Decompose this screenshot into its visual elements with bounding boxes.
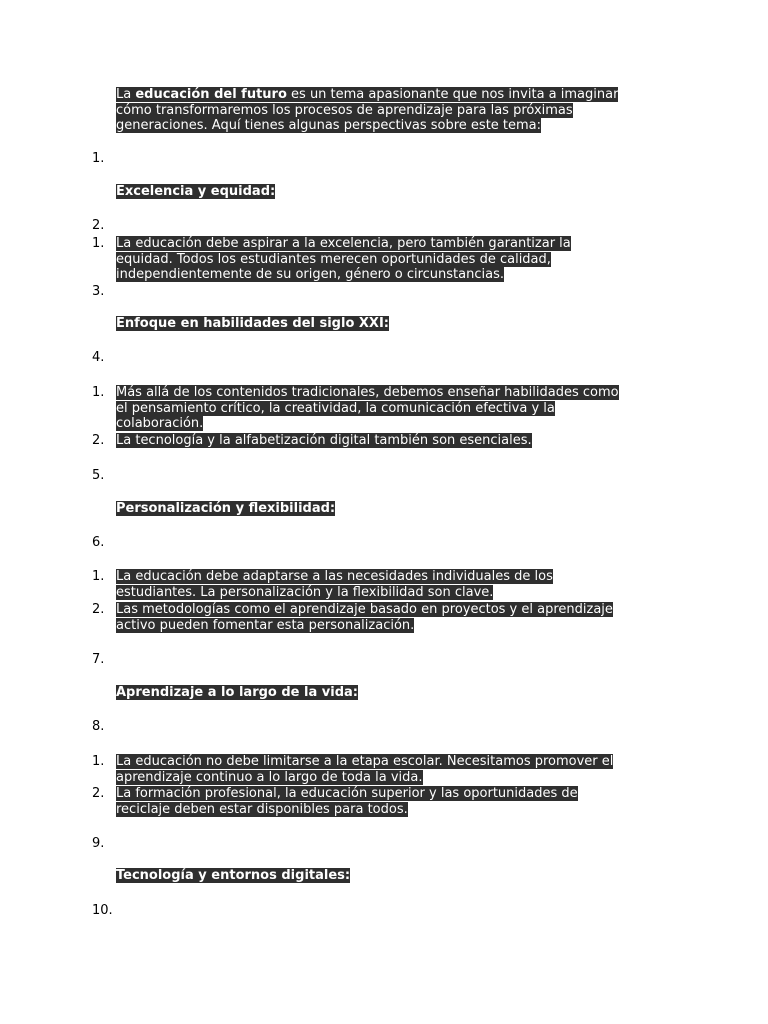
list-item <box>92 385 652 432</box>
section-heading: Tecnología y entornos digitales: <box>116 868 351 883</box>
list-item-line: reciclaje deben estar disponibles para todos. <box>116 801 408 817</box>
list-item-line: La educación debe aspirar a la excelencia, pero también garantizar la <box>116 236 571 251</box>
intro-line-1: La educación del futuro es un tema apasionante que nos invita a imaginar <box>116 87 619 102</box>
intro-paragraph <box>116 87 656 134</box>
section-heading: Enfoque en habilidades del siglo XXI: <box>116 316 389 331</box>
outer-number: 10. <box>92 903 113 918</box>
section-heading: Personalización y flexibilidad: <box>116 501 336 516</box>
list-item-line: el pensamiento crítico, la creatividad, la comunicación efectiva y la <box>116 400 555 416</box>
list-item-line: La educación debe adaptarse a las necesidades individuales de los <box>116 569 553 584</box>
outer-number: 4. <box>92 350 105 365</box>
intro-bold-term: educación del futuro <box>135 87 287 102</box>
list-item <box>92 602 652 633</box>
outer-number: 9. <box>92 836 105 851</box>
list-item-line: activo pueden fomentar esta personalización. <box>116 617 415 633</box>
outer-number: 3. <box>92 284 105 299</box>
section-heading: Excelencia y equidad: <box>116 184 276 199</box>
list-marker: 2. <box>92 433 105 448</box>
list-marker: 2. <box>92 602 105 617</box>
list-marker: 1. <box>92 385 105 400</box>
intro-line-2: cómo transformaremos los procesos de aprendizaje para las próximas <box>116 102 573 118</box>
list-item-line: La tecnología y la alfabetización digital también son esenciales. <box>116 433 532 448</box>
list-item-line: colaboración. <box>116 416 204 431</box>
list-item <box>92 786 652 817</box>
outer-number: 8. <box>92 719 105 734</box>
outer-number: 1. <box>92 151 105 166</box>
list-item <box>92 754 652 785</box>
list-item-line: estudiantes. La personalización y la flexibilidad son clave. <box>116 584 494 600</box>
list-item-line: equidad. Todos los estudiantes merecen oportunidades de calidad, <box>116 251 551 267</box>
list-item-line: La formación profesional, la educación superior y las oportunidades de <box>116 786 578 801</box>
outer-number: 5. <box>92 468 105 483</box>
list-item-line: Las metodologías como el aprendizaje basado en proyectos y el aprendizaje <box>116 602 613 617</box>
list-marker: 2. <box>92 786 105 801</box>
list-item <box>92 569 652 600</box>
list-item-line: aprendizaje continuo a lo largo de toda la vida. <box>116 769 423 785</box>
list-item <box>92 433 652 449</box>
list-marker: 1. <box>92 569 105 584</box>
list-item-line: independientemente de su origen, género o circunstancias. <box>116 267 504 282</box>
outer-number: 6. <box>92 535 105 550</box>
list-item-line: La educación no debe limitarse a la etapa escolar. Necesitamos promover el <box>116 754 614 769</box>
intro-line-3: generaciones. Aquí tienes algunas perspectivas sobre este tema: <box>116 118 542 133</box>
list-item-line: Más allá de los contenidos tradicionales, debemos enseñar habilidades como <box>116 385 619 400</box>
list-item <box>92 236 652 283</box>
list-marker: 1. <box>92 236 105 251</box>
section-heading: Aprendizaje a lo largo de la vida: <box>116 685 358 700</box>
outer-number: 7. <box>92 652 105 667</box>
list-marker: 1. <box>92 754 105 769</box>
outer-number: 2. <box>92 218 105 233</box>
